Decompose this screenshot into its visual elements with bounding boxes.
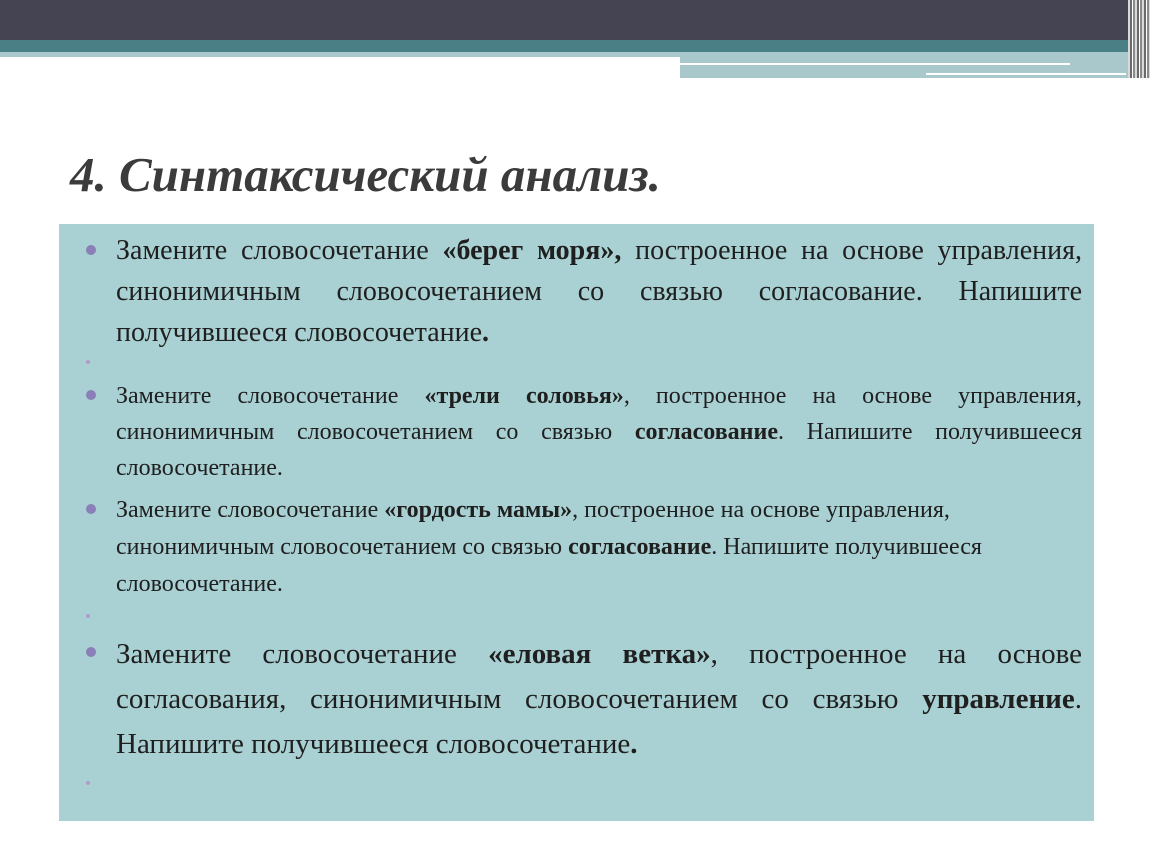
- slide-decor-line-2: [926, 73, 1126, 75]
- task-text: , построенное на основе управления, синонимичным словосочетанием со связью: [116, 497, 950, 560]
- bullet-icon: [86, 647, 96, 657]
- slide-top-bar: [0, 0, 1150, 40]
- empty-bullet-icon: [86, 781, 90, 785]
- task-item-2: [116, 378, 1082, 486]
- task-keyword: согласование: [568, 534, 712, 560]
- task-text: построенное на основе управления, синонимичным словосочетанием со связью согласование. Напишите получившееся словосочетание: [116, 235, 1082, 348]
- task-text: Замените словосочетание: [116, 383, 425, 409]
- bullet-icon: [86, 245, 96, 255]
- task-text: . Напишите получившееся словосочетание.: [116, 419, 1082, 481]
- slide-light-band-left: [0, 52, 680, 57]
- slide-teal-band: [0, 40, 1130, 52]
- task-phrase: «еловая ветка»: [488, 638, 711, 670]
- task-item-4: [116, 632, 1082, 767]
- task-phrase: «трели соловья»: [424, 383, 624, 409]
- task-phrase: «берег моря»,: [442, 235, 622, 266]
- task-item-3: [116, 492, 1046, 603]
- task-keyword: управление: [922, 683, 1075, 715]
- slide-edge-decoration: [1128, 0, 1150, 78]
- task-punct: .: [630, 728, 638, 760]
- task-text: Замените словосочетание: [116, 235, 443, 266]
- task-text: Замените словосочетание: [116, 638, 489, 670]
- task-text: , построенное на основе управления, синонимичным словосочетанием со связью: [116, 383, 1082, 445]
- task-text: , построенное на основе согласования, синонимичным словосочетанием со связью: [116, 638, 1083, 715]
- task-item-1: [116, 230, 1082, 353]
- slide-title: 4. Синтаксический анализ.: [70, 147, 661, 202]
- task-phrase: «гордость мамы»: [384, 497, 573, 523]
- task-text: . Напишите получившееся словосочетание: [116, 683, 1082, 760]
- bullet-icon: [86, 390, 96, 400]
- empty-bullet-icon: [86, 360, 90, 364]
- task-text: . Напишите получившееся словосочетание.: [116, 534, 982, 597]
- bullet-icon: [86, 504, 96, 514]
- task-punct: .: [482, 317, 490, 348]
- slide-decor-line: [680, 63, 1070, 65]
- empty-bullet-icon: [86, 614, 90, 618]
- task-keyword: согласование: [634, 419, 778, 445]
- task-text: Замените словосочетание: [116, 497, 385, 523]
